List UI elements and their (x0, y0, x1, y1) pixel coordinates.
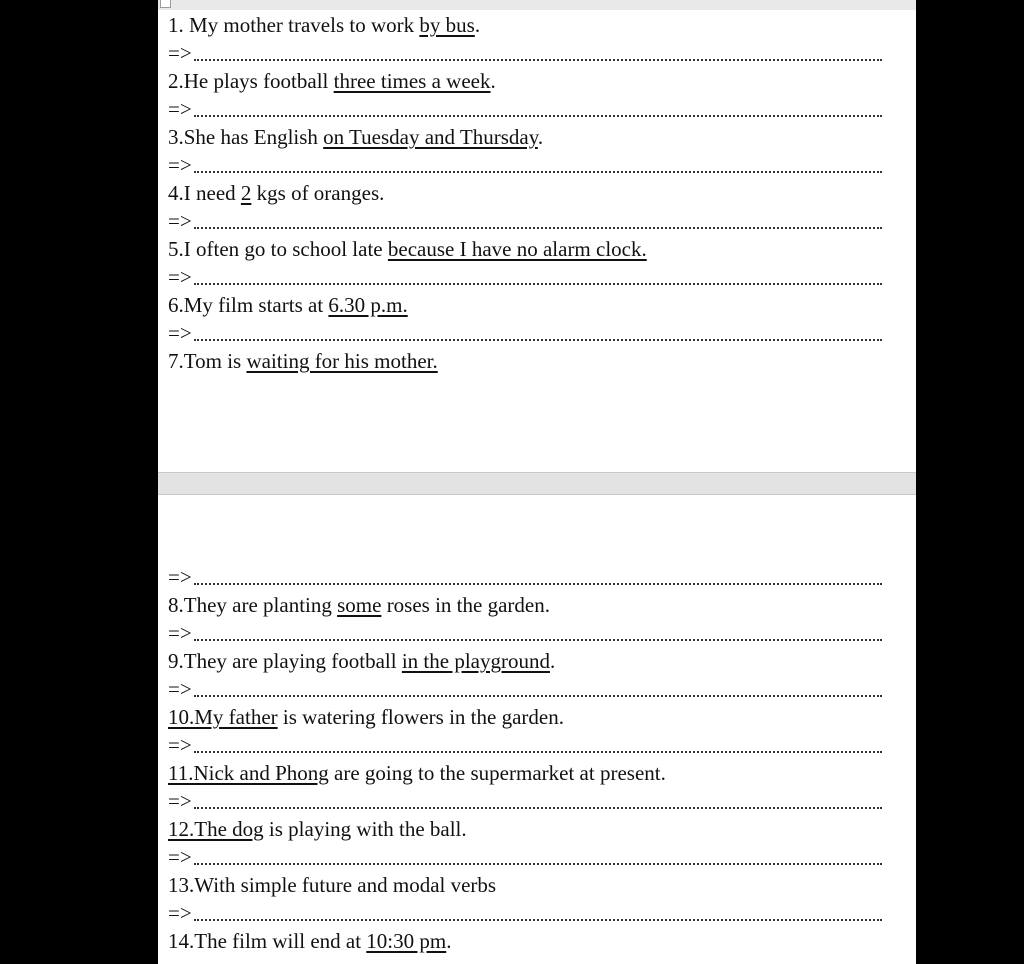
question-10: 10.My father is watering flowers in the garden. (168, 705, 564, 729)
answer-line-7[interactable]: => (168, 565, 882, 589)
answer-line-9[interactable]: => (168, 677, 882, 701)
page-top-margin (158, 0, 916, 10)
question-11: 11.Nick and Phong are going to the supermarket at present. (168, 761, 666, 785)
answer-line-13[interactable]: => (168, 901, 882, 925)
answer-line-2[interactable]: => (168, 97, 882, 121)
question-8: 8.They are planting some roses in the garden. (168, 593, 550, 617)
question-7: 7.Tom is waiting for his mother. (168, 349, 438, 373)
question-13: 13.With simple future and modal verbs (168, 873, 497, 897)
answer-line-12[interactable]: => (168, 845, 882, 869)
question-3: 3.She has English on Tuesday and Thursday. (168, 125, 544, 149)
question-14: 14.The film will end at 10:30 pm. (168, 929, 452, 953)
question-12: 12.The dog is playing with the ball. (168, 817, 467, 841)
answer-line-1[interactable]: => (168, 41, 882, 65)
answer-line-3[interactable]: => (168, 153, 882, 177)
answer-line-11[interactable]: => (168, 789, 882, 813)
question-2: 2.He plays football three times a week. (168, 69, 496, 93)
answer-line-5[interactable]: => (168, 265, 882, 289)
question-6: 6.My film starts at 6.30 p.m. (168, 293, 408, 317)
answer-line-6[interactable]: => (168, 321, 882, 345)
question-4: 4.I need 2 kgs of oranges. (168, 181, 385, 205)
paragraph-marker-icon (160, 0, 171, 8)
page-break-gap (158, 472, 916, 495)
answer-line-8[interactable]: => (168, 621, 882, 645)
question-5: 5.I often go to school late because I have no alarm clock. (168, 237, 647, 261)
answer-line-4[interactable]: => (168, 209, 882, 233)
question-1: 1. My mother travels to work by bus. (168, 13, 481, 37)
question-9: 9.They are playing football in the playground. (168, 649, 556, 673)
answer-line-10[interactable]: => (168, 733, 882, 757)
